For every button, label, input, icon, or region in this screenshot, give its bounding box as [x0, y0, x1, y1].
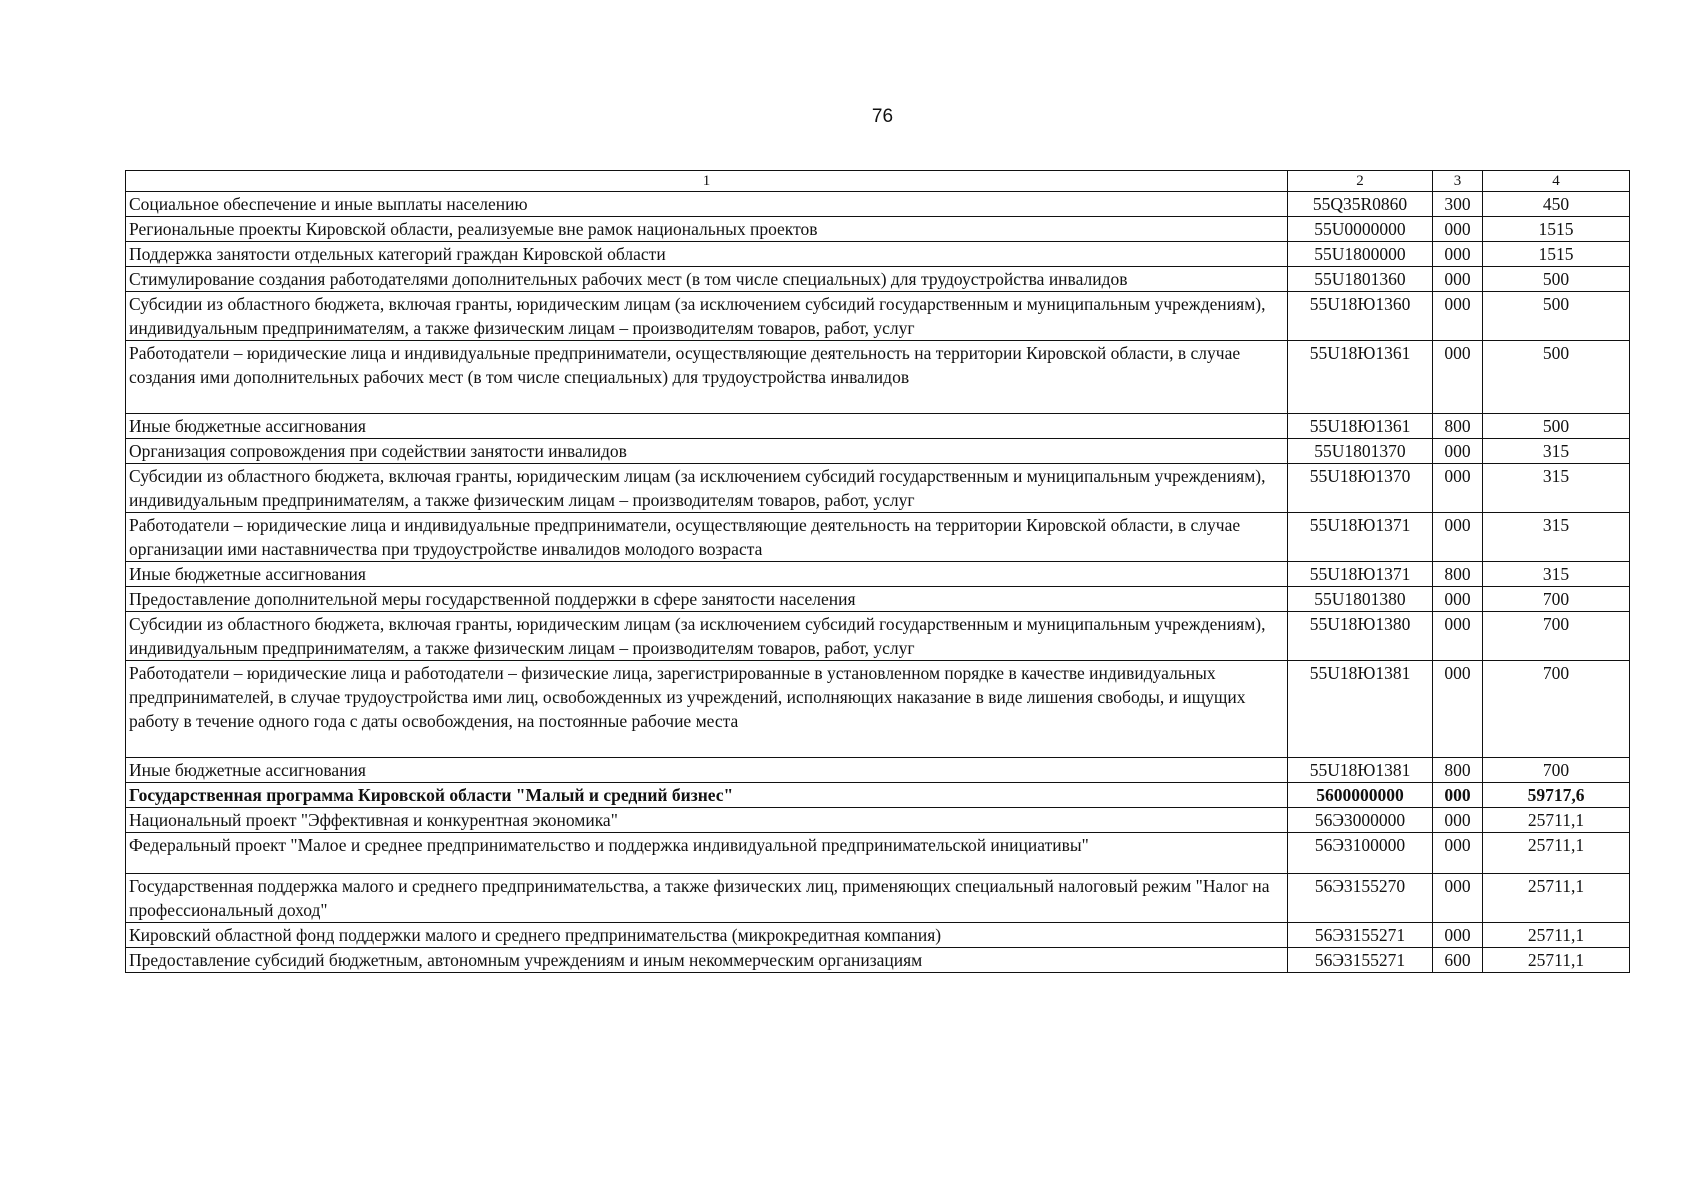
row-name-cell: Работодатели – юридические лица и индивидуальные предприниматели, осуществляющие деятельность на территории Кировской области, в случае создания ими дополнительных рабочих мест (в том числе специальных) для трудоустройства инвалидов: [126, 341, 1288, 414]
row-name-cell: Иные бюджетные ассигнования: [126, 562, 1288, 587]
header-cell-amount: 4: [1483, 171, 1630, 192]
row-amount-cell: 700: [1483, 661, 1630, 758]
row-amount-cell: 315: [1483, 562, 1630, 587]
page-number: 76: [871, 106, 894, 127]
table-row: [126, 341, 1630, 414]
row-name-cell: Субсидии из областного бюджета, включая гранты, юридическим лицам (за исключением субсидий государственным и муниципальным учреждениям), индивидуальным предпринимателям, а также физическим лицам – производителям товаров, работ, услуг: [126, 464, 1288, 513]
row-amount-cell: 315: [1483, 513, 1630, 562]
row-type-cell: 000: [1433, 464, 1483, 513]
row-type-cell: 000: [1433, 292, 1483, 341]
table-row: [126, 217, 1630, 242]
row-code-cell: 56Э3155271: [1288, 923, 1433, 948]
row-type-cell: 000: [1433, 874, 1483, 923]
table-row: [126, 923, 1630, 948]
row-name-cell: Поддержка занятости отдельных категорий граждан Кировской области: [126, 242, 1288, 267]
row-type-cell: 800: [1433, 758, 1483, 783]
row-name-cell: Национальный проект "Эффективная и конкурентная экономика": [126, 808, 1288, 833]
row-amount-cell: 25711,1: [1483, 923, 1630, 948]
table-row: [126, 874, 1630, 923]
budget-table: [125, 170, 1630, 973]
row-amount-cell: 315: [1483, 439, 1630, 464]
row-code-cell: 55U18Ю1361: [1288, 341, 1433, 414]
row-name-cell: Региональные проекты Кировской области, реализуемые вне рамок национальных проектов: [126, 217, 1288, 242]
row-code-cell: 55U18Ю1371: [1288, 513, 1433, 562]
table-row: [126, 562, 1630, 587]
row-type-cell: 000: [1433, 833, 1483, 874]
table-row: [126, 439, 1630, 464]
table-row: [126, 192, 1630, 217]
row-name-cell: Государственная программа Кировской области "Малый и средний бизнес": [126, 783, 1288, 808]
row-type-cell: 000: [1433, 923, 1483, 948]
row-amount-cell: 315: [1483, 464, 1630, 513]
row-amount-cell: 700: [1483, 587, 1630, 612]
row-code-cell: 55U1800000: [1288, 242, 1433, 267]
row-name-cell: Работодатели – юридические лица и индивидуальные предприниматели, осуществляющие деятельность на территории Кировской области, в случае организации ими наставничества при трудоустройстве инвалидов молодого возраста: [126, 513, 1288, 562]
row-code-cell: 55U18Ю1361: [1288, 414, 1433, 439]
row-code-cell: 56Э3100000: [1288, 833, 1433, 874]
row-type-cell: 000: [1433, 513, 1483, 562]
row-code-cell: 55U18Ю1380: [1288, 612, 1433, 661]
row-code-cell: 55U0000000: [1288, 217, 1433, 242]
row-type-cell: 000: [1433, 341, 1483, 414]
row-name-cell: Предоставление дополнительной меры государственной поддержки в сфере занятости населения: [126, 587, 1288, 612]
row-name-cell: Кировский областной фонд поддержки малого и среднего предпринимательства (микрокредитная компания): [126, 923, 1288, 948]
row-code-cell: 55U18Ю1371: [1288, 562, 1433, 587]
header-cell-type: 3: [1433, 171, 1483, 192]
row-code-cell: 55U18Ю1360: [1288, 292, 1433, 341]
table-row: [126, 587, 1630, 612]
row-code-cell: 55U1801380: [1288, 587, 1433, 612]
row-amount-cell: 700: [1483, 612, 1630, 661]
row-type-cell: 800: [1433, 562, 1483, 587]
row-name-cell: Субсидии из областного бюджета, включая гранты, юридическим лицам (за исключением субсидий государственным и муниципальным учреждениям), индивидуальным предпринимателям, а также физическим лицам – производителям товаров, работ, услуг: [126, 292, 1288, 341]
header-cell-name: 1: [126, 171, 1288, 192]
table-row: [126, 513, 1630, 562]
row-type-cell: 000: [1433, 808, 1483, 833]
row-type-cell: 000: [1433, 587, 1483, 612]
table-row: [126, 783, 1630, 808]
row-type-cell: 300: [1433, 192, 1483, 217]
row-code-cell: 56Э3155270: [1288, 874, 1433, 923]
row-code-cell: 55U1801370: [1288, 439, 1433, 464]
row-code-cell: 55U18Ю1381: [1288, 758, 1433, 783]
row-amount-cell: 59717,6: [1483, 783, 1630, 808]
header-cell-code: 2: [1288, 171, 1433, 192]
row-type-cell: 000: [1433, 661, 1483, 758]
table-row: [126, 612, 1630, 661]
row-type-cell: 000: [1433, 783, 1483, 808]
row-name-cell: Стимулирование создания работодателями дополнительных рабочих мест (в том числе специальных) для трудоустройства инвалидов: [126, 267, 1288, 292]
row-code-cell: 56Э3155271: [1288, 948, 1433, 973]
table-header-row: [126, 171, 1630, 192]
table-row: [126, 808, 1630, 833]
row-amount-cell: 25711,1: [1483, 874, 1630, 923]
row-type-cell: 000: [1433, 439, 1483, 464]
table-row: [126, 661, 1630, 758]
row-type-cell: 600: [1433, 948, 1483, 973]
table-row: [126, 948, 1630, 973]
row-type-cell: 000: [1433, 612, 1483, 661]
table-row: [126, 292, 1630, 341]
row-amount-cell: 500: [1483, 292, 1630, 341]
row-amount-cell: 1515: [1483, 217, 1630, 242]
row-type-cell: 000: [1433, 242, 1483, 267]
table-row: [126, 758, 1630, 783]
row-name-cell: Предоставление субсидий бюджетным, автономным учреждениям и иным некоммерческим организациям: [126, 948, 1288, 973]
row-amount-cell: 500: [1483, 267, 1630, 292]
row-amount-cell: 25711,1: [1483, 833, 1630, 874]
row-name-cell: Социальное обеспечение и иные выплаты населению: [126, 192, 1288, 217]
row-amount-cell: 450: [1483, 192, 1630, 217]
budget-table-body: [126, 171, 1630, 973]
row-amount-cell: 500: [1483, 414, 1630, 439]
table-row: [126, 267, 1630, 292]
row-code-cell: 55U18Ю1370: [1288, 464, 1433, 513]
row-amount-cell: 1515: [1483, 242, 1630, 267]
row-code-cell: 55U1801360: [1288, 267, 1433, 292]
table-row: [126, 414, 1630, 439]
row-name-cell: Организация сопровождения при содействии занятости инвалидов: [126, 439, 1288, 464]
row-type-cell: 800: [1433, 414, 1483, 439]
row-name-cell: Субсидии из областного бюджета, включая гранты, юридическим лицам (за исключением субсидий государственным и муниципальным учреждениям), индивидуальным предпринимателям, а также физическим лицам – производителям товаров, работ, услуг: [126, 612, 1288, 661]
row-amount-cell: 25711,1: [1483, 948, 1630, 973]
row-type-cell: 000: [1433, 267, 1483, 292]
table-row: [126, 464, 1630, 513]
row-name-cell: Иные бюджетные ассигнования: [126, 758, 1288, 783]
row-amount-cell: 500: [1483, 341, 1630, 414]
row-name-cell: Федеральный проект "Малое и среднее предпринимательство и поддержка индивидуальной предпринимательской инициативы": [126, 833, 1288, 874]
row-amount-cell: 700: [1483, 758, 1630, 783]
row-name-cell: Государственная поддержка малого и среднего предпринимательства, а также физических лиц, применяющих специальный налоговый режим "Налог на профессиональный доход": [126, 874, 1288, 923]
table-row: [126, 242, 1630, 267]
row-code-cell: 55Q35R0860: [1288, 192, 1433, 217]
row-code-cell: 55U18Ю1381: [1288, 661, 1433, 758]
row-code-cell: 5600000000: [1288, 783, 1433, 808]
row-name-cell: Иные бюджетные ассигнования: [126, 414, 1288, 439]
row-amount-cell: 25711,1: [1483, 808, 1630, 833]
row-type-cell: 000: [1433, 217, 1483, 242]
table-row: [126, 833, 1630, 874]
row-name-cell: Работодатели – юридические лица и работодатели – физические лица, зарегистрированные в установленном порядке в качестве индивидуальных предпринимателей, в случае трудоустройства ими лиц, освобожденных из учреждений, исполняющих наказание в виде лишения свободы, и ищущих работу в течение одного года с даты освобождения, на постоянные рабочие места: [126, 661, 1288, 758]
row-code-cell: 56Э3000000: [1288, 808, 1433, 833]
